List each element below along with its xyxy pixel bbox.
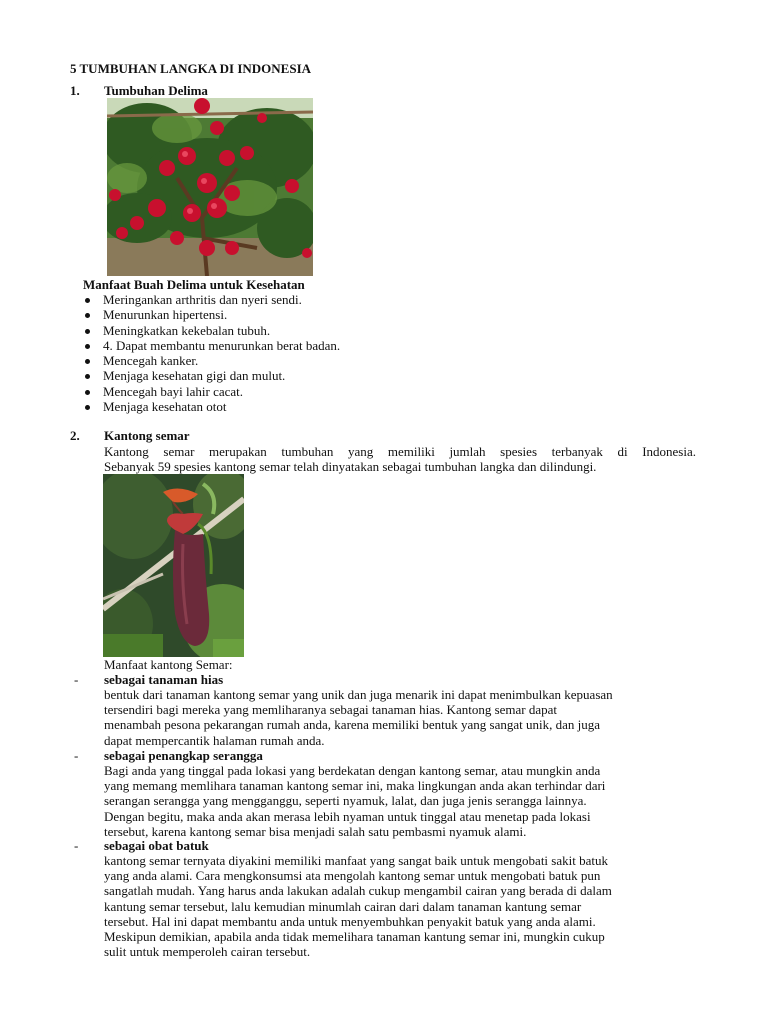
section-2-number: 2.: [70, 428, 80, 443]
bullet-icon: [85, 329, 90, 334]
list-item: Meringankan arthritis dan nyeri sendi.: [83, 292, 340, 307]
delima-benefits-title: Manfaat Buah Delima untuk Kesehatan: [83, 277, 305, 292]
section-1-heading: Tumbuhan Delima: [104, 83, 208, 98]
list-item: Meningkatkan kekebalan tubuh.: [83, 323, 340, 338]
pomegranate-tree-image: [107, 98, 313, 276]
bullet-icon: [85, 313, 90, 318]
benefit-text-penangkap-serangga: Bagi anda yang tinggal pada lokasi yang berdekatan dengan kantong semar, atau mungkin anda yang memang memlihara tanaman kantong semar ini, maka lingkungan anda akan terhindar dari serangan serangga yang mengganggu, seperti nyamuk, lalat, dan juga jenis serangga lainnya. Dengan begitu, maka anda akan merasa lebih nyaman untuk tinggal atau menetap pada lokasi tersebut, karena kantong semar bisa menjadi salah satu pembasmi nyamuk alami.: [104, 763, 606, 839]
bullet-icon: [85, 298, 90, 303]
bullet-icon: [85, 405, 90, 410]
kantong-intro-paragraph: Kantong semar merupakan tumbuhan yang memiliki jumlah spesies terbanyak di Indonesia. Sebanyak 59 spesies kantong semar telah dinyatakan sebagai tumbuhan langka dan dilindungi.: [104, 444, 696, 475]
list-item: Mencegah bayi lahir cacat.: [83, 384, 340, 399]
list-item: Menjaga kesehatan gigi dan mulut.: [83, 368, 340, 383]
bullet-icon: [85, 390, 90, 395]
benefit-heading-penangkap-serangga: sebagai penangkap serangga: [104, 748, 263, 763]
list-item: Menjaga kesehatan otot: [83, 399, 340, 414]
dash-marker: -: [74, 838, 79, 853]
bullet-icon: [85, 374, 90, 379]
section-1-number: 1.: [70, 83, 80, 98]
benefit-heading-tanaman-hias: sebagai tanaman hias: [104, 672, 224, 687]
dash-marker: -: [74, 748, 79, 763]
benefit-heading-obat-batuk: sebagai obat batuk: [104, 838, 209, 853]
delima-benefits-list: [83, 292, 340, 414]
document-title: 5 TUMBUHAN LANGKA DI INDONESIA: [70, 61, 312, 76]
section-2-heading: Kantong semar: [104, 428, 190, 443]
pitcher-plant-image: [103, 474, 244, 657]
list-item: Mencegah kanker.: [83, 353, 340, 368]
list-item: Menurunkan hipertensi.: [83, 307, 340, 322]
benefit-text-tanaman-hias: bentuk dari tanaman kantong semar yang unik dan juga menarik ini dapat menimbulkan kepuasan tersendiri bagi mereka yang memliharanya sebagai tanaman hias. Kantong semar dapat menambah pesona pekarangan rumah anda, karena memiliki bentuk yang sangat unik, dan juga dapat mempercantik halaman rumah anda.: [104, 687, 613, 748]
benefit-text-obat-batuk: kantong semar ternyata diyakini memiliki manfaat yang sangat baik untuk mengobati sakit batuk yang anda alami. Cara mengkonsumsi ata mengolah kantong semar untuk mengobati batuk pun sangatlah mudah. Yang harus anda lakukan adalah cukup mengambil cairan yang berada di dalam kantung semar tersebut, lalu kemudian minumlah cairan dari dalam tanaman kantung semar tersebut. Hal ini dapat membantu anda untuk menyembuhkan penyakit batuk yang anda alami. Meskipun demikian, apabila anda tidak memelihara tanaman kantung semar ini, mungkin cukup sulit untuk memperoleh cairan tersebut.: [104, 853, 612, 960]
bullet-icon: [85, 344, 90, 349]
list-item: 4. Dapat membantu menurunkan berat badan.: [83, 338, 340, 353]
bullet-icon: [85, 359, 90, 364]
kantong-benefits-title: Manfaat kantong Semar:: [104, 657, 233, 672]
dash-marker: -: [74, 672, 79, 687]
